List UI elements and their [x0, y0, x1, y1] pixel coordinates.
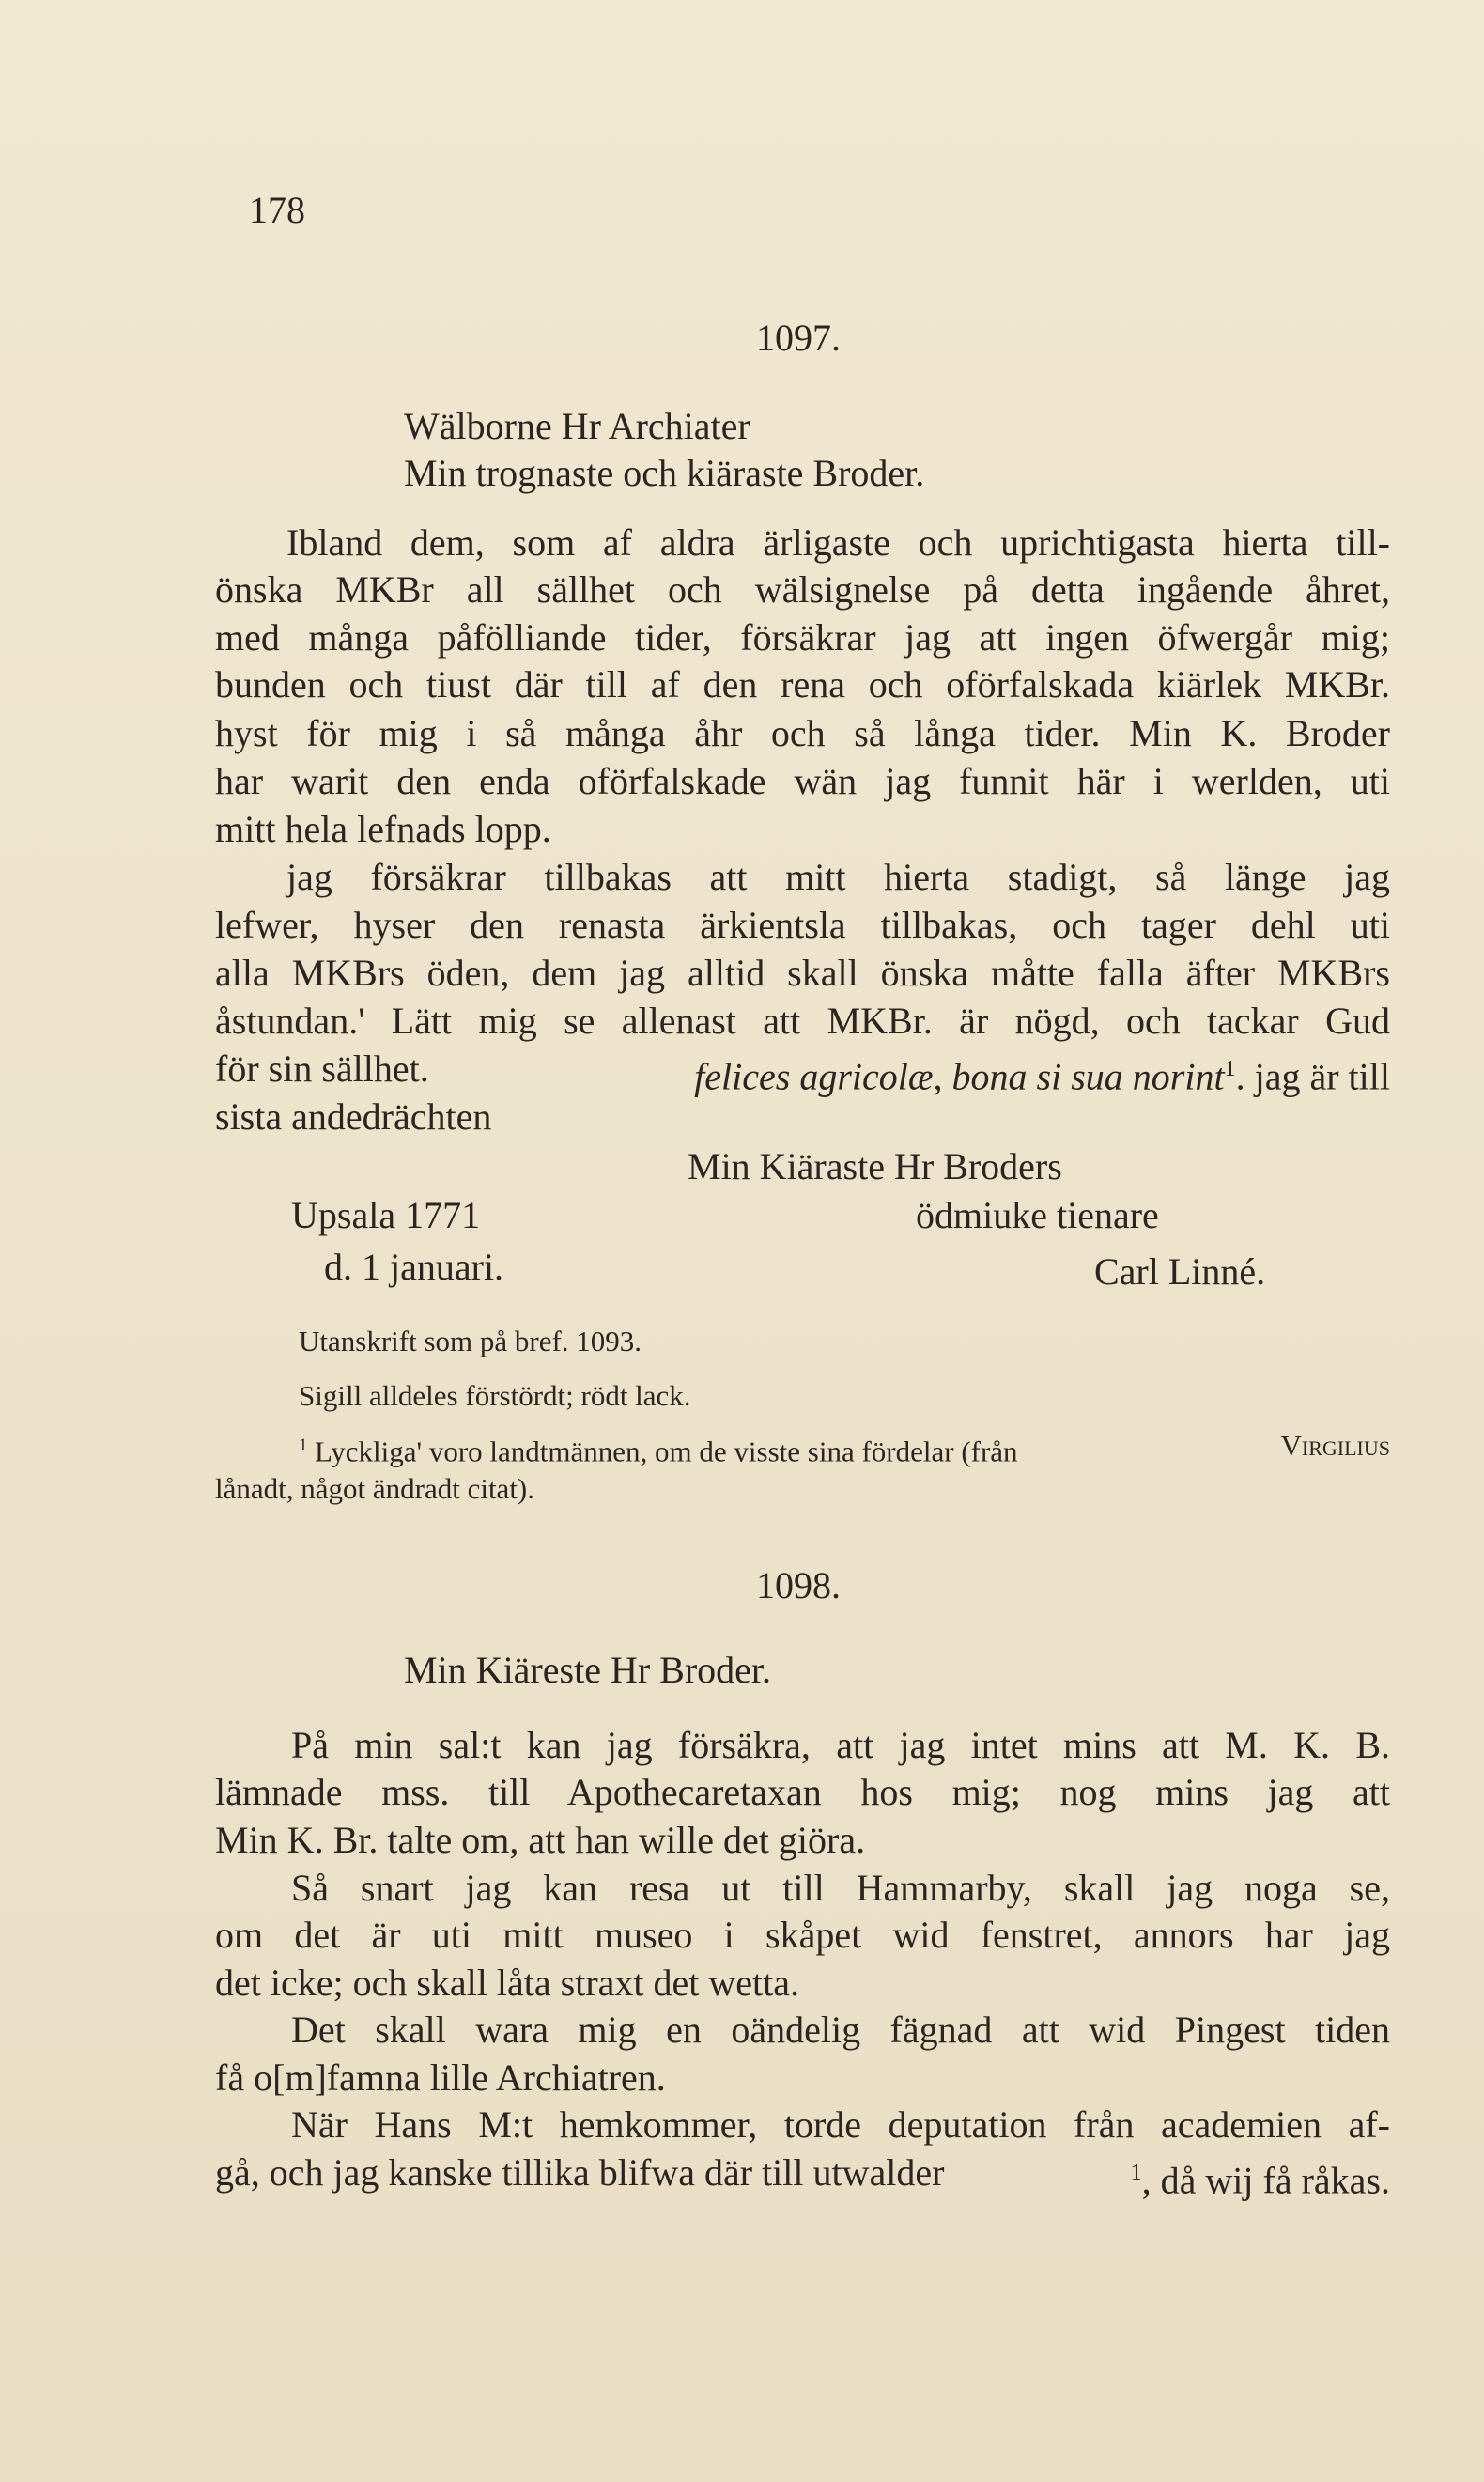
page-number: 178 — [249, 189, 305, 231]
body-line: det icke; och skall låta straxt det wetta. — [215, 1962, 799, 2004]
latin-quote: felices agricolæ, bona si sua norint — [694, 1055, 1225, 1098]
body-line: åstundan.' Lätt mig se allenast att MKBr. är nögd, och tackar Gud — [215, 1000, 1390, 1042]
place: Upsala 1771 — [291, 1194, 481, 1236]
footnote-reference: 1 — [1130, 2161, 1142, 2185]
footnote-text: Lyckliga' voro landtmännen, om de visste sina fördelar (från — [315, 1435, 1018, 1468]
body-line: få o[m]famna lille Archiatren. — [215, 2056, 666, 2099]
body-line: bunden och tiust där till af den rena och oförfalskada kiärlek MKBr. — [215, 663, 1390, 706]
seal-note: Sigill alldeles förstördt; rödt lack. — [299, 1379, 691, 1412]
latin-quote-group — [694, 1047, 1390, 1099]
body-line: hyst för mig i så många åhr och så långa tider. Min K. Broder — [215, 712, 1390, 754]
body-line: lefwer, hyser den renasta ärkientsla tillbakas, och tager dehl uti — [215, 904, 1390, 946]
body-line: alla MKBrs öden, dem jag alltid skall önska måtte falla äfter MKBrs — [215, 952, 1390, 994]
body-line: lämnade mss. till Apothecaretaxan hos mig; nog mins jag att — [215, 1771, 1390, 1813]
body-line: jag försäkrar tillbakas att mitt hierta stadigt, så länge jag — [286, 856, 1390, 898]
signature: Carl Linné. — [1094, 1250, 1266, 1293]
body-line: Min K. Br. talte om, att han wille det giöra. — [215, 1819, 866, 1861]
date: d. 1 januari. — [324, 1246, 504, 1288]
salutation-line: Min trognaste och kiäraste Broder. — [404, 452, 925, 494]
body-line: När Hans M:t hemkommer, torde deputation från academien af- — [291, 2103, 1390, 2146]
body-line: sista andedrächten — [215, 1095, 492, 1138]
text-post: . jag är till — [1235, 1055, 1390, 1098]
footnote-mark: 1 — [299, 1435, 308, 1455]
letter-number: 1098. — [756, 1564, 841, 1606]
footnote-reference: 1 — [1224, 1057, 1236, 1081]
footnote-author: Virgilius — [1280, 1429, 1390, 1462]
salutation-line: Wälborne Hr Archiater — [404, 405, 750, 447]
servant: ödmiuke tienare — [916, 1194, 1159, 1236]
body-line: önska MKBr all sällhet och wälsignelse på detta ingående åhret, — [215, 568, 1390, 611]
body-line: om det är uti mitt museo i skåpet wid fenstret, annors har jag — [215, 1914, 1390, 1956]
text-tail — [1131, 2150, 1390, 2203]
body-line — [215, 2150, 1390, 2203]
body-line: Det skall wara mig en oändelig fägnad att wid Pingest tiden — [291, 2009, 1390, 2051]
body-line: mitt hela lefnads lopp. — [215, 808, 551, 850]
body-line: med många påfölliande tider, försäkrar jag att ingen öfwergår mig; — [215, 616, 1390, 659]
body-line: Så snart jag kan resa ut till Hammarby, skall jag noga se, — [291, 1867, 1390, 1909]
body-line: har warit den enda oförfalskade wän jag funnit här i werlden, uti — [215, 760, 1390, 802]
closing: Min Kiäraste Hr Broders — [688, 1145, 1062, 1187]
text-pre: för sin sällhet. — [215, 1047, 429, 1090]
salutation-line: Min Kiäreste Hr Broder. — [404, 1649, 772, 1691]
address-note: Utanskrift som på bref. 1093. — [299, 1325, 642, 1357]
body-line: På min sal:t kan jag försäkra, att jag intet mins att M. K. B. — [291, 1724, 1390, 1766]
letter-number: 1097. — [756, 317, 841, 359]
body-line-latin — [215, 1047, 1390, 1099]
footnote — [215, 1428, 1390, 1469]
body-line: Ibland dem, som af aldra ärligaste och uprichtigasta hierta till- — [286, 521, 1390, 564]
footnote-body — [299, 1428, 1018, 1469]
footnote-continuation: lånadt, något ändradt citat). — [215, 1472, 535, 1505]
text-post: , då wij få råkas. — [1141, 2159, 1390, 2202]
text-pre: gå, och jag kanske tillika blifwa där till utwalder — [215, 2151, 945, 2194]
